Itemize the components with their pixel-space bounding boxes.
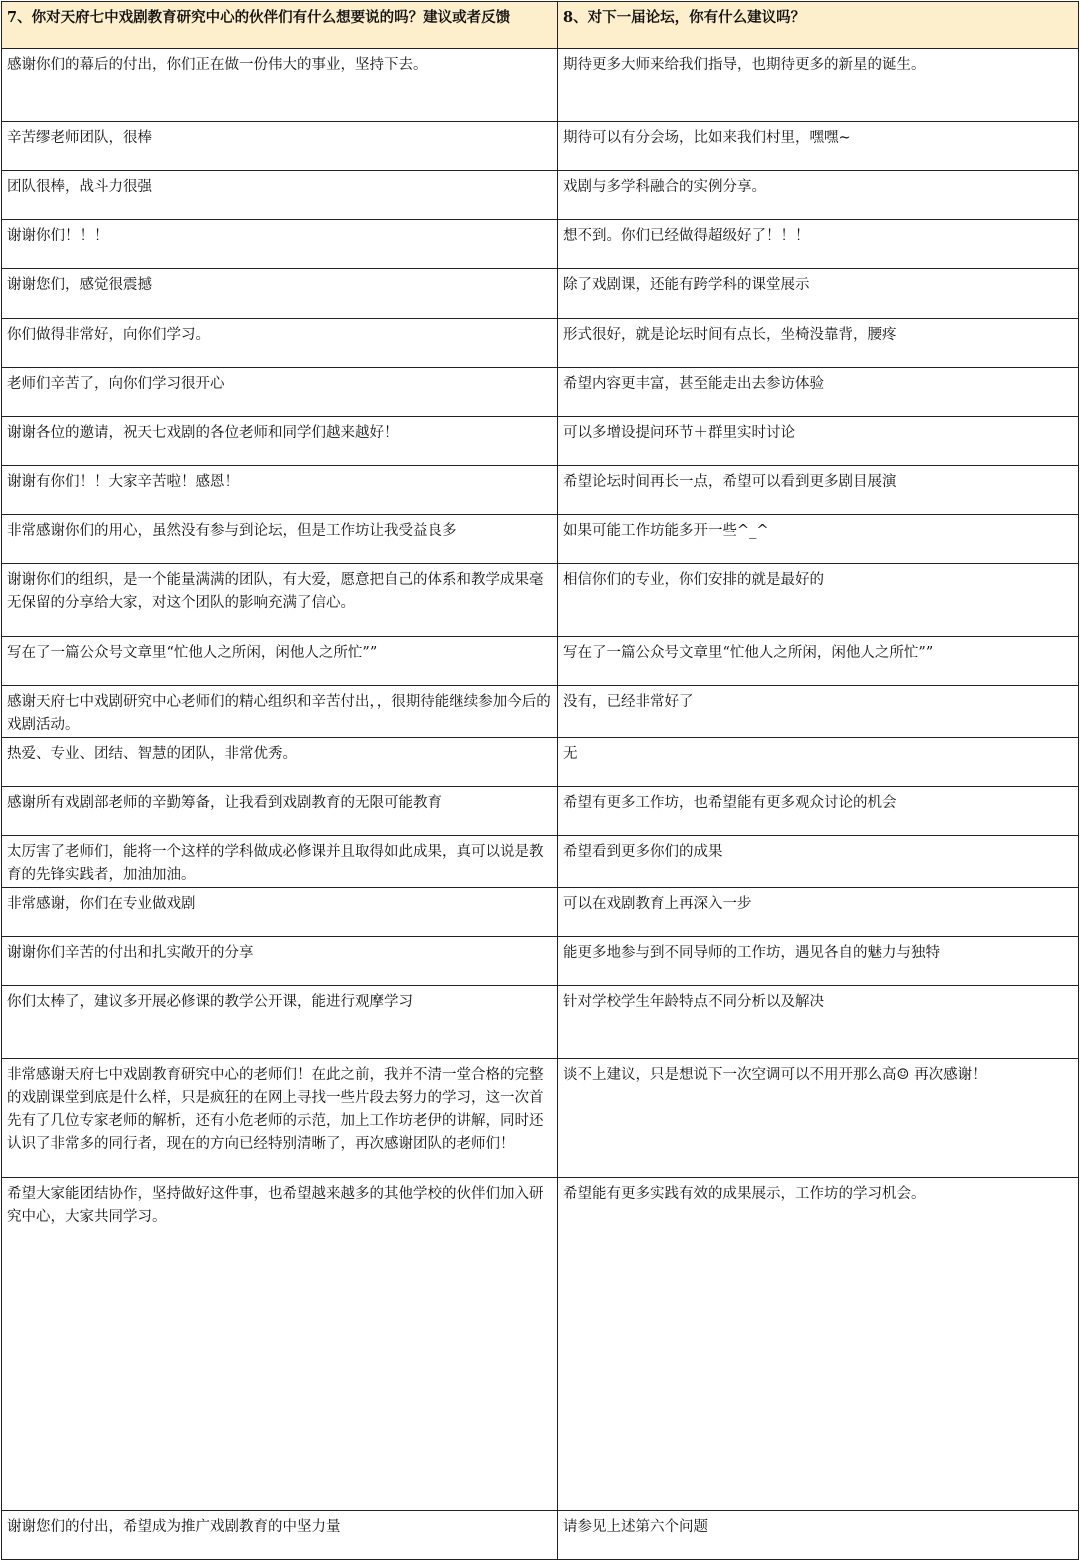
answer-cell-question-8: 戏剧与多学科融合的实例分享。 xyxy=(558,171,1079,220)
table-row xyxy=(2,937,1079,986)
answer-cell-question-7: 非常感谢，你们在专业做戏剧 xyxy=(2,888,558,937)
table-row xyxy=(2,836,1079,888)
answer-cell-question-8: 可以在戏剧教育上再深入一步 xyxy=(558,888,1079,937)
table-body xyxy=(2,49,1079,1560)
answer-cell-question-8: 能更多地参与到不同导师的工作坊，遇见各自的魅力与独特 xyxy=(558,937,1079,986)
answer-cell-question-8: 希望内容更丰富，甚至能走出去参访体验 xyxy=(558,368,1079,417)
answer-cell-question-7: 谢谢各位的邀请，祝天七戏剧的各位老师和同学们越来越好！ xyxy=(2,417,558,466)
answer-cell-question-7: 辛苦缪老师团队，很棒 xyxy=(2,122,558,171)
answer-cell-question-8: 希望有更多工作坊，也希望能有更多观众讨论的机会 xyxy=(558,787,1079,836)
answer-cell-question-7: 谢谢你们！！！ xyxy=(2,220,558,269)
table-row xyxy=(2,787,1079,836)
answer-cell-question-8: 除了戏剧课，还能有跨学科的课堂展示 xyxy=(558,269,1079,319)
answer-cell-question-7: 非常感谢天府七中戏剧教育研究中心的老师们！在此之前，我并不清一堂合格的完整的戏剧课堂到底是什么样，只是疯狂的在网上寻找一些片段去努力的学习，这一次首先有了几位专家老师的解析，还有小危老师的示范，加上工作坊老伊的讲解，同时还认识了非常多的同行者，现在的方向已经特别清晰了，再次感谢团队的老师们！ xyxy=(2,1059,558,1178)
table-row xyxy=(2,220,1079,269)
table-row xyxy=(2,686,1079,738)
table-row xyxy=(2,368,1079,417)
answer-cell-question-7: 希望大家能团结协作，坚持做好这件事，也希望越来越多的其他学校的伙伴们加入研究中心，大家共同学习。 xyxy=(2,1178,558,1511)
table-row xyxy=(2,1511,1079,1560)
answer-cell-question-8: 期待更多大师来给我们指导，也期待更多的新星的诞生。 xyxy=(558,49,1079,122)
answer-cell-question-7: 太厉害了老师们，能将一个这样的学科做成必修课并且取得如此成果，真可以说是教育的先锋实践者，加油加油。 xyxy=(2,836,558,888)
answer-cell-question-7: 谢谢你们的组织，是一个能量满满的团队，有大爱，愿意把自己的体系和教学成果毫无保留的分享给大家，对这个团队的影响充满了信心。 xyxy=(2,564,558,637)
answer-cell-question-7: 你们做得非常好，向你们学习。 xyxy=(2,319,558,368)
table-row xyxy=(2,888,1079,937)
column-header-question-7: 7、你对天府七中戏剧教育研究中心的伙伴们有什么想要说的吗？建议或者反馈 xyxy=(2,2,558,49)
table-row xyxy=(2,1178,1079,1511)
answer-cell-question-8: 期待可以有分会场，比如来我们村里，嘿嘿~ xyxy=(558,122,1079,171)
answer-cell-question-8: 没有，已经非常好了 xyxy=(558,686,1079,738)
answer-cell-question-7: 写在了一篇公众号文章里“忙他人之所闲，闲他人之所忙”” xyxy=(2,637,558,686)
answer-cell-question-7: 非常感谢你们的用心，虽然没有参与到论坛，但是工作坊让我受益良多 xyxy=(2,515,558,564)
table-row xyxy=(2,49,1079,122)
answer-cell-question-8: 无 xyxy=(558,738,1079,787)
table-row xyxy=(2,269,1079,319)
answer-cell-question-8: 希望看到更多你们的成果 xyxy=(558,836,1079,888)
table-row xyxy=(2,171,1079,220)
answer-cell-question-8: 形式很好，就是论坛时间有点长，坐椅没靠背，腰疼 xyxy=(558,319,1079,368)
answer-cell-question-8: 希望论坛时间再长一点，希望可以看到更多剧目展演 xyxy=(558,466,1079,515)
answer-cell-question-7: 谢谢有你们！！大家辛苦啦！感恩！ xyxy=(2,466,558,515)
table-row xyxy=(2,564,1079,637)
answer-cell-question-8: 如果可能工作坊能多开一些^_^ xyxy=(558,515,1079,564)
table-row xyxy=(2,1059,1079,1178)
answer-cell-question-8: 写在了一篇公众号文章里“忙他人之所闲，闲他人之所忙”” xyxy=(558,637,1079,686)
table-row xyxy=(2,986,1079,1059)
table-row xyxy=(2,466,1079,515)
answer-cell-question-8: 相信你们的专业，你们安排的就是最好的 xyxy=(558,564,1079,637)
answer-cell-question-7: 感谢你们的幕后的付出，你们正在做一份伟大的事业，坚持下去。 xyxy=(2,49,558,122)
table-row xyxy=(2,515,1079,564)
answer-cell-question-7: 感谢天府七中戏剧研究中心老师们的精心组织和辛苦付出，，很期待能继续参加今后的戏剧活动。 xyxy=(2,686,558,738)
answer-cell-question-8: 请参见上述第六个问题 xyxy=(558,1511,1079,1560)
answer-cell-question-8: 谈不上建议，只是想说下一次空调可以不用开那么高☺ 再次感谢！ xyxy=(558,1059,1079,1178)
table-header-row xyxy=(2,2,1079,49)
answer-cell-question-8: 希望能有更多实践有效的成果展示，工作坊的学习机会。 xyxy=(558,1178,1079,1511)
table-row xyxy=(2,417,1079,466)
answer-cell-question-8: 针对学校学生年龄特点不同分析以及解决 xyxy=(558,986,1079,1059)
answer-cell-question-7: 热爱、专业、团结、智慧的团队，非常优秀。 xyxy=(2,738,558,787)
answer-cell-question-8: 可以多增设提问环节＋群里实时讨论 xyxy=(558,417,1079,466)
answer-cell-question-7: 谢谢你们辛苦的付出和扎实敞开的分享 xyxy=(2,937,558,986)
answer-cell-question-7: 谢谢您们，感觉很震撼 xyxy=(2,269,558,319)
answer-cell-question-7: 老师们辛苦了，向你们学习很开心 xyxy=(2,368,558,417)
answer-cell-question-7: 谢谢您们的付出，希望成为推广戏剧教育的中坚力量 xyxy=(2,1511,558,1560)
column-header-question-8: 8、对下一届论坛，你有什么建议吗？ xyxy=(558,2,1079,49)
table-row xyxy=(2,637,1079,686)
answer-cell-question-7: 团队很棒，战斗力很强 xyxy=(2,171,558,220)
table-row xyxy=(2,122,1079,171)
table-row xyxy=(2,738,1079,787)
answer-cell-question-7: 感谢所有戏剧部老师的辛勤筹备，让我看到戏剧教育的无限可能教育 xyxy=(2,787,558,836)
answer-cell-question-7: 你们太棒了，建议多开展必修课的教学公开课，能进行观摩学习 xyxy=(2,986,558,1059)
table-row xyxy=(2,319,1079,368)
answer-cell-question-8: 想不到。你们已经做得超级好了！！！ xyxy=(558,220,1079,269)
survey-response-table xyxy=(1,1,1079,1560)
